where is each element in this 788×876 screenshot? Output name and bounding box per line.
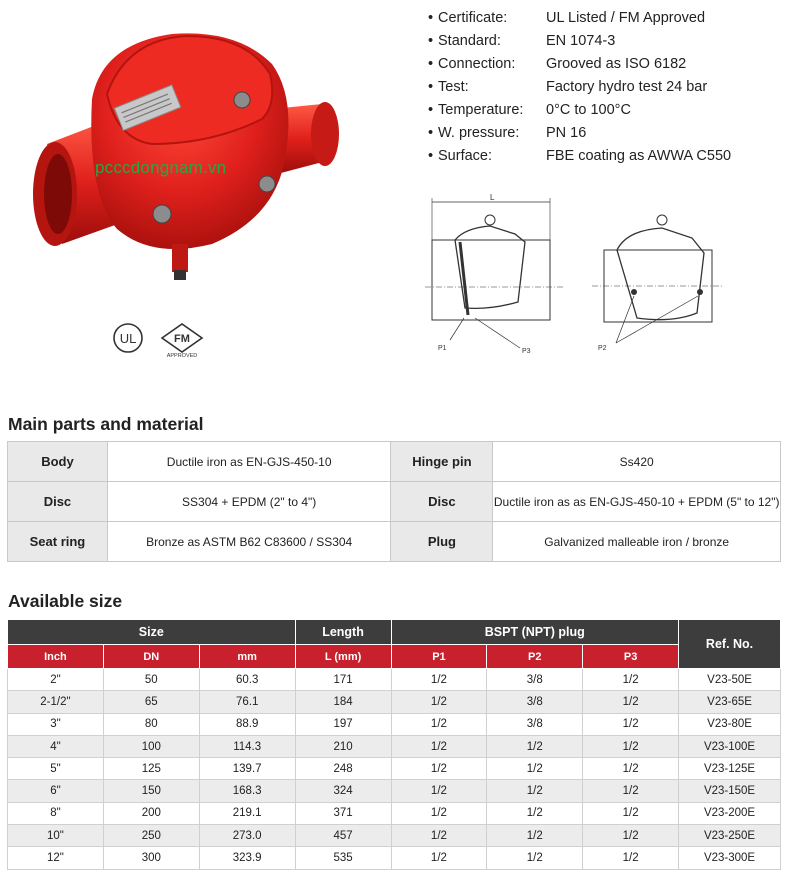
ref-no-cell: V23-150E (679, 780, 781, 802)
spec-value: FBE coating as AWWA C550 (546, 147, 732, 164)
available-size-table (7, 619, 781, 870)
table-row (8, 802, 781, 824)
dn-cell: 300 (103, 847, 199, 869)
ref-no-cell: V23-65E (679, 691, 781, 713)
parts-row (8, 522, 781, 562)
p1-cell: 1/2 (391, 847, 487, 869)
ref-no-cell: V23-300E (679, 847, 781, 869)
dn-cell: 200 (103, 802, 199, 824)
spec-row (428, 52, 731, 75)
inch-cell: 10" (8, 825, 104, 847)
mm-cell: 168.3 (199, 780, 295, 802)
p2-cell: 3/8 (487, 713, 583, 735)
length-cell: 324 (295, 780, 391, 802)
spec-value: EN 1074-3 (546, 32, 616, 49)
length-cell: 248 (295, 758, 391, 780)
fm-logo-text: FM (174, 333, 190, 345)
length-mm-header: L (mm) (295, 645, 391, 669)
parts-material-table (7, 441, 781, 562)
inch-cell: 2" (8, 669, 104, 691)
size-section-title: Available size (8, 591, 123, 611)
table-row (8, 780, 781, 802)
mm-cell: 114.3 (199, 735, 295, 757)
spec-label: Standard: (438, 32, 501, 49)
spec-label: Certificate: (438, 9, 508, 26)
inch-cell: 3" (8, 713, 104, 735)
mm-cell: 60.3 (199, 669, 295, 691)
spec-value: Grooved as ISO 6182 (546, 55, 687, 72)
p1-cell: 1/2 (391, 669, 487, 691)
part-name: Seat ring (8, 522, 108, 562)
p1-cell: 1/2 (391, 825, 487, 847)
mm-cell: 139.7 (199, 758, 295, 780)
part-name: Disc (391, 482, 493, 522)
side-section-drawing (420, 190, 570, 365)
p3-cell: 1/2 (583, 669, 679, 691)
p2-cell: 3/8 (487, 669, 583, 691)
p1-cell: 1/2 (391, 713, 487, 735)
p3-cell: 1/2 (583, 713, 679, 735)
part-name: Plug (391, 522, 493, 562)
p2-cell: 3/8 (487, 691, 583, 713)
p1-cell: 1/2 (391, 735, 487, 757)
inch-cell: 5" (8, 758, 104, 780)
mm-cell: 273.0 (199, 825, 295, 847)
p2-cell: 1/2 (487, 758, 583, 780)
ref-no-cell: V23-250E (679, 825, 781, 847)
length-cell: 371 (295, 802, 391, 824)
dn-cell: 250 (103, 825, 199, 847)
spec-row (428, 29, 731, 52)
inch-cell: 12" (8, 847, 104, 869)
part-material: Galvanized malleable iron / bronze (493, 522, 781, 562)
bullet-icon: • (428, 78, 434, 95)
p2-label: P2 (598, 345, 607, 352)
dn-cell: 50 (103, 669, 199, 691)
bullet-icon: • (428, 9, 434, 26)
part-name: Disc (8, 482, 108, 522)
length-cell: 197 (295, 713, 391, 735)
table-row (8, 713, 781, 735)
spec-row (428, 121, 731, 144)
fm-approved-text: APPROVED (166, 353, 198, 358)
length-cell: 535 (295, 847, 391, 869)
inch-cell: 8" (8, 802, 104, 824)
p2-cell: 1/2 (487, 802, 583, 824)
spec-value: 0°C to 100°C (546, 101, 631, 118)
p2-header: P2 (487, 645, 583, 669)
part-material: Bronze as ASTM B62 C83600 / SS304 (107, 522, 391, 562)
valve-product-image (22, 4, 352, 304)
p1-label: P1 (438, 345, 447, 352)
dn-header: DN (103, 645, 199, 669)
p3-cell: 1/2 (583, 825, 679, 847)
ul-logo-icon (114, 324, 142, 352)
spec-label: Temperature: (438, 101, 524, 118)
spec-label: Test: (438, 78, 469, 95)
watermark-text: pcccdongnam.vn (95, 158, 227, 177)
table-row (8, 691, 781, 713)
part-material: Ss420 (493, 442, 781, 482)
parts-row (8, 442, 781, 482)
length-dimension-label: L (490, 193, 495, 202)
mm-cell: 76.1 (199, 691, 295, 713)
part-material: Ductile iron as EN-GJS-450-10 (107, 442, 391, 482)
fm-approved-logo-icon (162, 324, 202, 358)
inch-cell: 4" (8, 735, 104, 757)
dn-cell: 125 (103, 758, 199, 780)
ref-no-cell: V23-125E (679, 758, 781, 780)
p3-cell: 1/2 (583, 691, 679, 713)
length-cell: 210 (295, 735, 391, 757)
spec-row (428, 6, 731, 29)
p2-cell: 1/2 (487, 847, 583, 869)
bullet-icon: • (428, 55, 434, 72)
part-name: Hinge pin (391, 442, 493, 482)
p3-cell: 1/2 (583, 735, 679, 757)
table-row (8, 847, 781, 869)
table-row (8, 758, 781, 780)
table-row (8, 669, 781, 691)
ul-logo-text: UL (119, 331, 137, 346)
spec-row (428, 98, 731, 121)
dn-cell: 80 (103, 713, 199, 735)
p3-cell: 1/2 (583, 780, 679, 802)
spec-label: W. pressure: (438, 124, 520, 141)
mm-cell: 88.9 (199, 713, 295, 735)
ref-no-cell: V23-50E (679, 669, 781, 691)
ref-no-cell: V23-80E (679, 713, 781, 735)
spec-row (428, 144, 731, 167)
table-row (8, 825, 781, 847)
spec-label: Surface: (438, 147, 492, 164)
p1-header: P1 (391, 645, 487, 669)
inch-cell: 6" (8, 780, 104, 802)
spec-value: Factory hydro test 24 bar (546, 78, 708, 95)
parts-section-title: Main parts and material (8, 414, 204, 434)
dn-cell: 100 (103, 735, 199, 757)
p2-cell: 1/2 (487, 825, 583, 847)
length-cell: 184 (295, 691, 391, 713)
p1-cell: 1/2 (391, 802, 487, 824)
p3-cell: 1/2 (583, 758, 679, 780)
mm-cell: 219.1 (199, 802, 295, 824)
bullet-icon: • (428, 147, 434, 164)
p1-cell: 1/2 (391, 758, 487, 780)
inch-header: Inch (8, 645, 104, 669)
length-cell: 457 (295, 825, 391, 847)
spec-value: UL Listed / FM Approved (546, 9, 706, 26)
ref-no-header: Ref. No. (679, 620, 781, 669)
spec-row (428, 75, 731, 98)
certification-logos (112, 318, 222, 358)
parts-row (8, 482, 781, 522)
length-group-header: Length (295, 620, 391, 645)
p2-cell: 1/2 (487, 735, 583, 757)
p1-cell: 1/2 (391, 691, 487, 713)
bullet-icon: • (428, 32, 434, 49)
p1-cell: 1/2 (391, 780, 487, 802)
p2-cell: 1/2 (487, 780, 583, 802)
table-row (8, 735, 781, 757)
dn-cell: 150 (103, 780, 199, 802)
spec-list (428, 6, 731, 167)
ref-no-cell: V23-100E (679, 735, 781, 757)
bullet-icon: • (428, 124, 434, 141)
p3-label: P3 (522, 348, 531, 355)
spec-label: Connection: (438, 55, 516, 72)
p3-cell: 1/2 (583, 802, 679, 824)
length-cell: 171 (295, 669, 391, 691)
bullet-icon: • (428, 101, 434, 118)
spec-value: PN 16 (546, 124, 587, 141)
p3-cell: 1/2 (583, 847, 679, 869)
plug-group-header: BSPT (NPT) plug (391, 620, 679, 645)
dn-cell: 65 (103, 691, 199, 713)
part-material: SS304 + EPDM (2" to 4") (107, 482, 391, 522)
part-material: Ductile iron as as EN-GJS-450-10 + EPDM (5" to 12") (493, 482, 781, 522)
mm-header: mm (199, 645, 295, 669)
p3-header: P3 (583, 645, 679, 669)
inch-cell: 2-1/2" (8, 691, 104, 713)
size-group-header: Size (8, 620, 296, 645)
front-section-drawing (592, 208, 722, 358)
ref-no-cell: V23-200E (679, 802, 781, 824)
mm-cell: 323.9 (199, 847, 295, 869)
part-name: Body (8, 442, 108, 482)
